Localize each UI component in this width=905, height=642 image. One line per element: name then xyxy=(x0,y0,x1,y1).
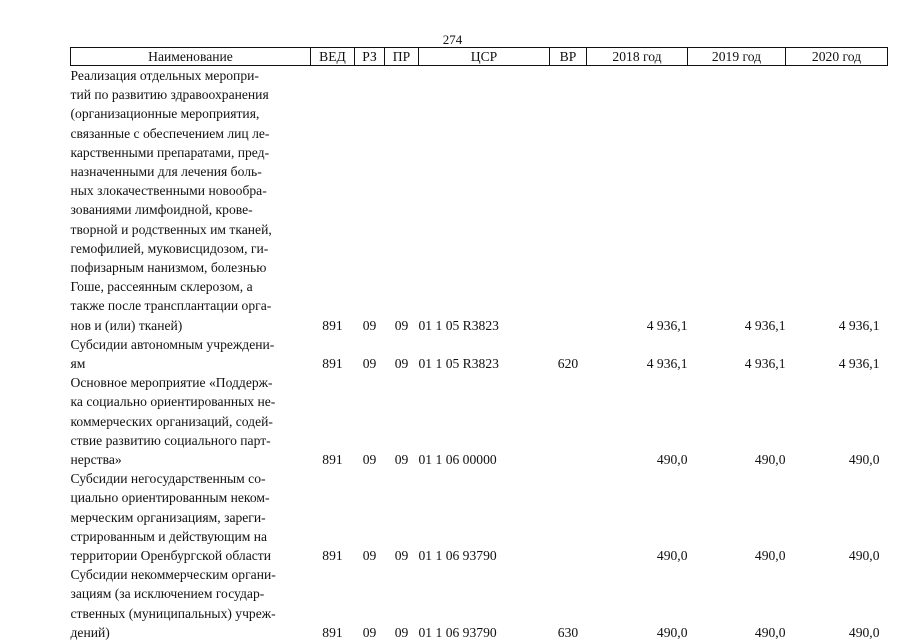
name-line: карственными препаратами, пред- xyxy=(71,143,311,162)
cell-2019: 490,0 xyxy=(688,469,786,565)
name-line: стрированным и действующим на xyxy=(71,527,311,546)
cell-2020: 490,0 xyxy=(786,565,888,642)
budget-table xyxy=(70,47,888,642)
cell-rz: 09 xyxy=(355,373,385,469)
cell-pr: 09 xyxy=(385,66,419,335)
cell-2019: 490,0 xyxy=(688,565,786,642)
cell-csr: 01 1 06 93790 xyxy=(419,469,550,565)
header-name: Наименование xyxy=(71,48,311,66)
cell-vr: 620 xyxy=(550,335,587,373)
cell-name xyxy=(71,373,311,469)
cell-2018: 490,0 xyxy=(587,373,688,469)
header-2020: 2020 год xyxy=(786,48,888,66)
cell-name xyxy=(71,335,311,373)
page-number: 274 xyxy=(0,32,905,48)
name-line: связанные с обеспечением лиц ле- xyxy=(71,124,311,143)
cell-2019: 4 936,1 xyxy=(688,335,786,373)
cell-pr: 09 xyxy=(385,335,419,373)
name-line: Субсидии автономным учреждени- xyxy=(71,335,311,354)
table-row xyxy=(71,373,888,469)
cell-2018: 4 936,1 xyxy=(587,66,688,335)
name-line: Субсидии негосударственным со- xyxy=(71,469,311,488)
name-line: пофизарным нанизмом, болезнью xyxy=(71,258,311,277)
cell-name xyxy=(71,469,311,565)
name-line: дений) xyxy=(71,623,311,642)
header-vr: ВР xyxy=(550,48,587,66)
cell-2020: 490,0 xyxy=(786,469,888,565)
name-line: территории Оренбургской области xyxy=(71,546,311,565)
name-line: ям xyxy=(71,354,311,373)
cell-vr xyxy=(550,66,587,335)
header-ved: ВЕД xyxy=(311,48,355,66)
name-line: коммерческих организаций, содей- xyxy=(71,412,311,431)
cell-vr: 630 xyxy=(550,565,587,642)
cell-2018: 490,0 xyxy=(587,565,688,642)
cell-ved: 891 xyxy=(311,66,355,335)
header-rz: РЗ xyxy=(355,48,385,66)
cell-csr: 01 1 05 R3823 xyxy=(419,66,550,335)
cell-2020: 490,0 xyxy=(786,373,888,469)
name-line: гемофилией, муковисцидозом, ги- xyxy=(71,239,311,258)
table-row xyxy=(71,469,888,565)
name-line: Субсидии некоммерческим органи- xyxy=(71,565,311,584)
cell-ved: 891 xyxy=(311,565,355,642)
name-line: зованиями лимфоидной, крове- xyxy=(71,200,311,219)
name-line: нов и (или) тканей) xyxy=(71,316,311,335)
cell-ved: 891 xyxy=(311,469,355,565)
header-csr: ЦСР xyxy=(419,48,550,66)
cell-rz: 09 xyxy=(355,469,385,565)
name-line: (организационные мероприятия, xyxy=(71,104,311,123)
cell-csr: 01 1 05 R3823 xyxy=(419,335,550,373)
name-line: творной и родственных им тканей, xyxy=(71,220,311,239)
cell-2020: 4 936,1 xyxy=(786,66,888,335)
name-line: назначенными для лечения боль- xyxy=(71,162,311,181)
name-line: тий по развитию здравоохранения xyxy=(71,85,311,104)
cell-rz: 09 xyxy=(355,565,385,642)
name-line: Гоше, рассеянным склерозом, а xyxy=(71,277,311,296)
name-line: Основное мероприятие «Поддерж- xyxy=(71,373,311,392)
cell-pr: 09 xyxy=(385,565,419,642)
cell-csr: 01 1 06 93790 xyxy=(419,565,550,642)
table-row xyxy=(71,66,888,335)
table-row xyxy=(71,565,888,642)
name-line: циально ориентированным неком- xyxy=(71,488,311,507)
name-line: ствие развитию социального парт- xyxy=(71,431,311,450)
header-pr: ПР xyxy=(385,48,419,66)
header-2018: 2018 год xyxy=(587,48,688,66)
name-line: нерства» xyxy=(71,450,311,469)
table-body xyxy=(71,66,888,642)
name-line: ка социально ориентированных не- xyxy=(71,392,311,411)
cell-2018: 490,0 xyxy=(587,469,688,565)
name-line: зациям (за исключением государ- xyxy=(71,584,311,603)
name-line: Реализация отдельных меропри- xyxy=(71,66,311,85)
cell-ved: 891 xyxy=(311,335,355,373)
cell-pr: 09 xyxy=(385,373,419,469)
name-line: ных злокачественными новообра- xyxy=(71,181,311,200)
name-line: мерческим организациям, зареги- xyxy=(71,508,311,527)
cell-pr: 09 xyxy=(385,469,419,565)
cell-rz: 09 xyxy=(355,66,385,335)
cell-rz: 09 xyxy=(355,335,385,373)
cell-csr: 01 1 06 00000 xyxy=(419,373,550,469)
name-line: ственных (муниципальных) учреж- xyxy=(71,604,311,623)
cell-vr xyxy=(550,373,587,469)
cell-ved: 891 xyxy=(311,373,355,469)
cell-name xyxy=(71,66,311,335)
cell-2019: 4 936,1 xyxy=(688,66,786,335)
cell-2020: 4 936,1 xyxy=(786,335,888,373)
cell-vr xyxy=(550,469,587,565)
cell-2018: 4 936,1 xyxy=(587,335,688,373)
cell-name xyxy=(71,565,311,642)
name-line: также после трансплантации орга- xyxy=(71,296,311,315)
table-row xyxy=(71,335,888,373)
table-header-row xyxy=(71,48,888,66)
cell-2019: 490,0 xyxy=(688,373,786,469)
header-2019: 2019 год xyxy=(688,48,786,66)
